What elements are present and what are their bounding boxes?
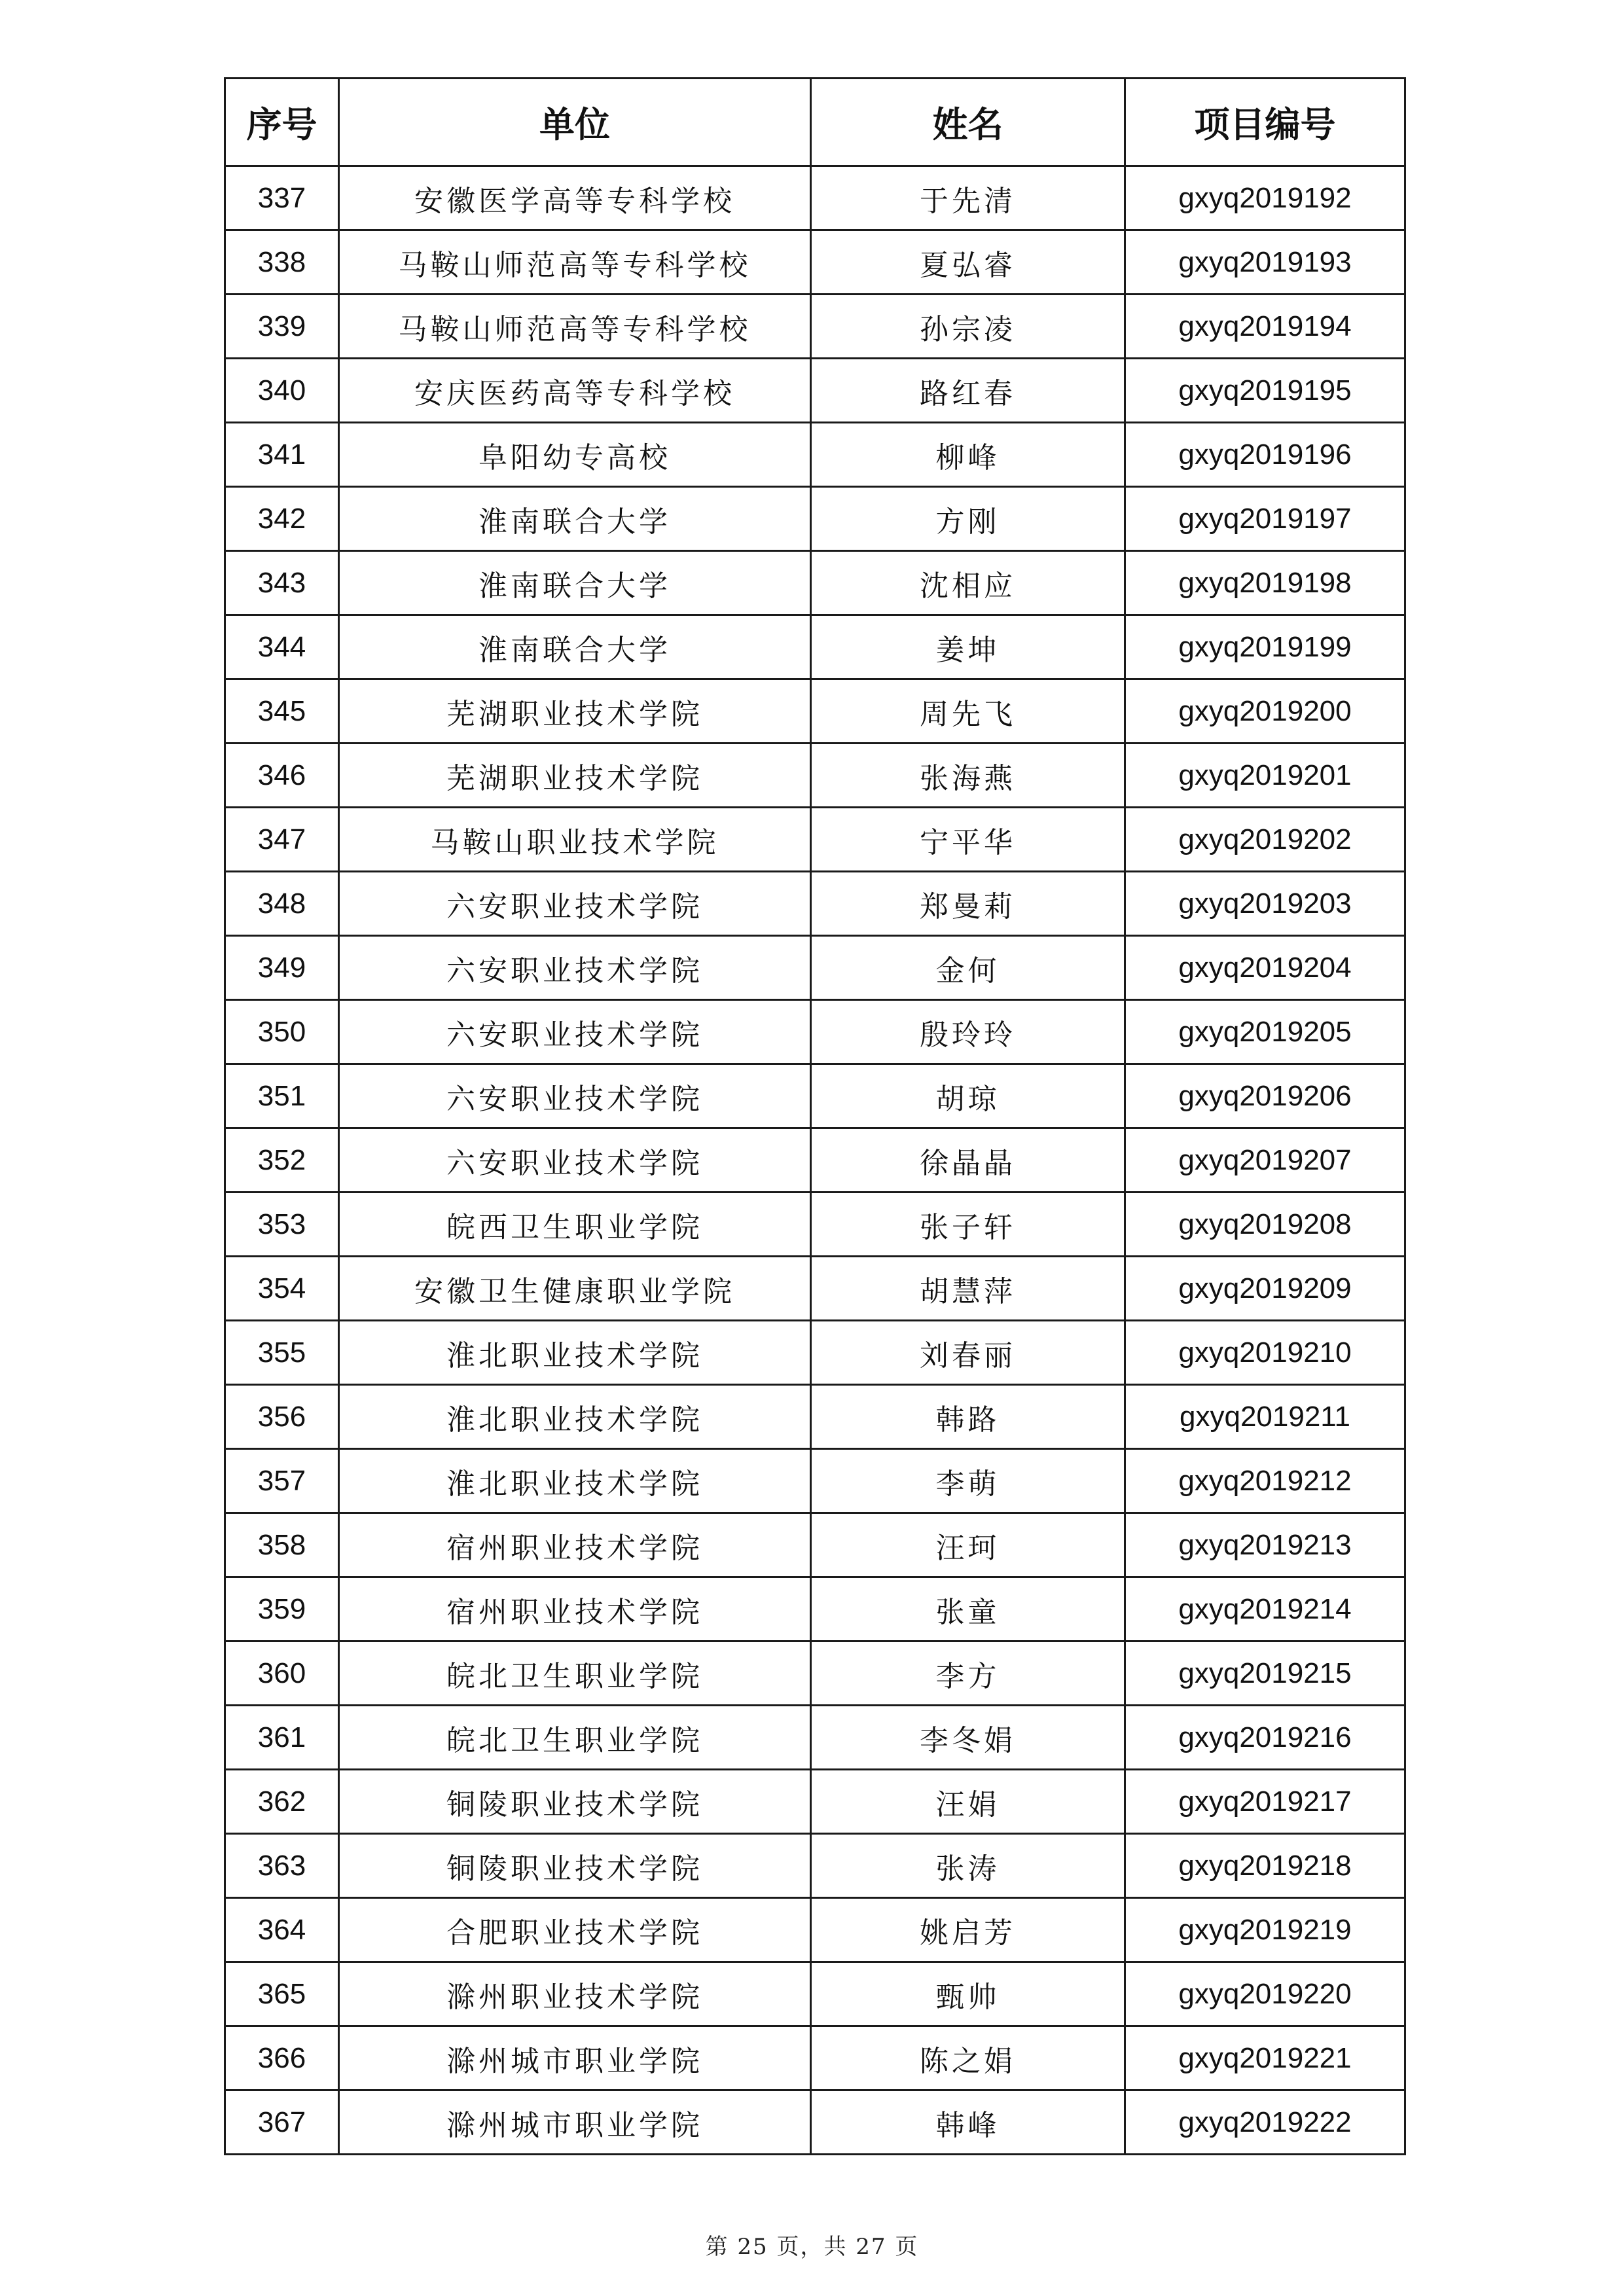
table-header-row [225,79,1405,166]
cell-project-code: gxyq2019201 [1125,744,1405,808]
cell-project-code: gxyq2019211 [1125,1385,1405,1449]
cell-project-code: gxyq2019216 [1125,1706,1405,1770]
cell-name: 徐晶晶 [811,1128,1125,1193]
cell-unit: 马鞍山师范高等专科学校 [339,295,811,359]
cell-seq: 348 [225,872,339,936]
cell-seq: 341 [225,423,339,487]
cell-name: 李萌 [811,1449,1125,1513]
cell-seq: 365 [225,1962,339,2026]
table-row [225,872,1405,936]
cell-project-code: gxyq2019199 [1125,615,1405,679]
cell-seq: 355 [225,1321,339,1385]
cell-seq: 349 [225,936,339,1000]
cell-name: 姚启芳 [811,1898,1125,1962]
cell-unit: 淮北职业技术学院 [339,1449,811,1513]
cell-seq: 357 [225,1449,339,1513]
table-row [225,1962,1405,2026]
table-row [225,1513,1405,1577]
cell-name: 刘春丽 [811,1321,1125,1385]
cell-seq: 338 [225,230,339,295]
cell-name: 李方 [811,1641,1125,1706]
cell-name: 汪珂 [811,1513,1125,1577]
cell-name: 甄帅 [811,1962,1125,2026]
cell-unit: 六安职业技术学院 [339,936,811,1000]
roster-table [224,77,1406,2155]
cell-seq: 362 [225,1770,339,1834]
table-row [225,2026,1405,2090]
cell-seq: 347 [225,808,339,872]
cell-project-code: gxyq2019213 [1125,1513,1405,1577]
cell-project-code: gxyq2019218 [1125,1834,1405,1898]
cell-name: 姜坤 [811,615,1125,679]
cell-unit: 六安职业技术学院 [339,1064,811,1128]
cell-project-code: gxyq2019204 [1125,936,1405,1000]
cell-project-code: gxyq2019202 [1125,808,1405,872]
cell-name: 张涛 [811,1834,1125,1898]
cell-seq: 344 [225,615,339,679]
cell-unit: 淮北职业技术学院 [339,1385,811,1449]
cell-unit: 淮南联合大学 [339,487,811,551]
table-row [225,744,1405,808]
cell-seq: 343 [225,551,339,615]
cell-project-code: gxyq2019206 [1125,1064,1405,1128]
cell-seq: 363 [225,1834,339,1898]
page-footer: 第 25 页，共 27 页 [705,2234,919,2260]
cell-project-code: gxyq2019212 [1125,1449,1405,1513]
cell-unit: 六安职业技术学院 [339,1000,811,1064]
cell-name: 宁平华 [811,808,1125,872]
table-row [225,1321,1405,1385]
cell-unit: 六安职业技术学院 [339,1128,811,1193]
table-body [225,166,1405,2155]
cell-seq: 342 [225,487,339,551]
cell-seq: 352 [225,1128,339,1193]
cell-seq: 364 [225,1898,339,1962]
cell-seq: 339 [225,295,339,359]
table-row [225,487,1405,551]
cell-seq: 366 [225,2026,339,2090]
table-row [225,1577,1405,1641]
cell-unit: 阜阳幼专高校 [339,423,811,487]
header-unit: 单位 [339,79,811,166]
cell-project-code: gxyq2019214 [1125,1577,1405,1641]
cell-name: 于先清 [811,166,1125,230]
cell-name: 柳峰 [811,423,1125,487]
cell-unit: 淮南联合大学 [339,615,811,679]
cell-project-code: gxyq2019193 [1125,230,1405,295]
cell-unit: 皖北卫生职业学院 [339,1706,811,1770]
table-row [225,1257,1405,1321]
cell-name: 方刚 [811,487,1125,551]
cell-project-code: gxyq2019194 [1125,295,1405,359]
cell-project-code: gxyq2019198 [1125,551,1405,615]
cell-name: 李冬娟 [811,1706,1125,1770]
header-seq: 序号 [225,79,339,166]
cell-unit: 芜湖职业技术学院 [339,679,811,744]
table-row [225,551,1405,615]
cell-seq: 356 [225,1385,339,1449]
cell-project-code: gxyq2019196 [1125,423,1405,487]
cell-name: 陈之娟 [811,2026,1125,2090]
cell-project-code: gxyq2019217 [1125,1770,1405,1834]
cell-project-code: gxyq2019208 [1125,1193,1405,1257]
table-row [225,1449,1405,1513]
cell-unit: 芜湖职业技术学院 [339,744,811,808]
cell-project-code: gxyq2019205 [1125,1000,1405,1064]
table-row [225,1000,1405,1064]
cell-unit: 滁州城市职业学院 [339,2026,811,2090]
cell-seq: 353 [225,1193,339,1257]
table-row [225,1064,1405,1128]
cell-unit: 六安职业技术学院 [339,872,811,936]
cell-unit: 马鞍山师范高等专科学校 [339,230,811,295]
cell-project-code: gxyq2019195 [1125,359,1405,423]
cell-project-code: gxyq2019221 [1125,2026,1405,2090]
cell-project-code: gxyq2019222 [1125,2090,1405,2155]
cell-name: 张子轩 [811,1193,1125,1257]
cell-name: 韩峰 [811,2090,1125,2155]
table-row [225,359,1405,423]
cell-project-code: gxyq2019192 [1125,166,1405,230]
cell-name: 周先飞 [811,679,1125,744]
table-row [225,679,1405,744]
cell-unit: 马鞍山职业技术学院 [339,808,811,872]
cell-project-code: gxyq2019220 [1125,1962,1405,2026]
table-row [225,1770,1405,1834]
cell-project-code: gxyq2019207 [1125,1128,1405,1193]
table-row [225,615,1405,679]
cell-project-code: gxyq2019215 [1125,1641,1405,1706]
cell-seq: 351 [225,1064,339,1128]
table-row [225,423,1405,487]
table-row [225,1834,1405,1898]
cell-name: 金何 [811,936,1125,1000]
cell-name: 孙宗凌 [811,295,1125,359]
cell-seq: 337 [225,166,339,230]
table-row [225,2090,1405,2155]
cell-name: 汪娟 [811,1770,1125,1834]
cell-unit: 铜陵职业技术学院 [339,1770,811,1834]
cell-unit: 安庆医药高等专科学校 [339,359,811,423]
cell-unit: 淮北职业技术学院 [339,1321,811,1385]
cell-unit: 滁州城市职业学院 [339,2090,811,2155]
cell-unit: 皖西卫生职业学院 [339,1193,811,1257]
cell-name: 胡慧萍 [811,1257,1125,1321]
cell-project-code: gxyq2019200 [1125,679,1405,744]
cell-unit: 合肥职业技术学院 [339,1898,811,1962]
cell-unit: 宿州职业技术学院 [339,1513,811,1577]
cell-name: 夏弘睿 [811,230,1125,295]
cell-unit: 安徽卫生健康职业学院 [339,1257,811,1321]
cell-seq: 360 [225,1641,339,1706]
table-row [225,295,1405,359]
cell-project-code: gxyq2019209 [1125,1257,1405,1321]
table-row [225,1128,1405,1193]
cell-seq: 340 [225,359,339,423]
cell-name: 路红春 [811,359,1125,423]
header-name: 姓名 [811,79,1125,166]
cell-name: 韩路 [811,1385,1125,1449]
cell-unit: 滁州职业技术学院 [339,1962,811,2026]
cell-project-code: gxyq2019219 [1125,1898,1405,1962]
cell-seq: 346 [225,744,339,808]
cell-name: 殷玲玲 [811,1000,1125,1064]
cell-name: 沈相应 [811,551,1125,615]
cell-seq: 350 [225,1000,339,1064]
cell-unit: 铜陵职业技术学院 [339,1834,811,1898]
table-row [225,1641,1405,1706]
cell-name: 张海燕 [811,744,1125,808]
table-row [225,936,1405,1000]
cell-seq: 367 [225,2090,339,2155]
table-row [225,808,1405,872]
table-row [225,1706,1405,1770]
table-row [225,1193,1405,1257]
cell-name: 郑曼莉 [811,872,1125,936]
table-row [225,1385,1405,1449]
table-row [225,1898,1405,1962]
cell-project-code: gxyq2019197 [1125,487,1405,551]
cell-project-code: gxyq2019203 [1125,872,1405,936]
cell-name: 张童 [811,1577,1125,1641]
cell-name: 胡琼 [811,1064,1125,1128]
cell-unit: 安徽医学高等专科学校 [339,166,811,230]
cell-unit: 淮南联合大学 [339,551,811,615]
table-row [225,230,1405,295]
cell-seq: 359 [225,1577,339,1641]
cell-seq: 358 [225,1513,339,1577]
cell-unit: 宿州职业技术学院 [339,1577,811,1641]
table-row [225,166,1405,230]
cell-seq: 354 [225,1257,339,1321]
cell-project-code: gxyq2019210 [1125,1321,1405,1385]
cell-unit: 皖北卫生职业学院 [339,1641,811,1706]
header-project-code: 项目编号 [1125,79,1405,166]
cell-seq: 345 [225,679,339,744]
cell-seq: 361 [225,1706,339,1770]
